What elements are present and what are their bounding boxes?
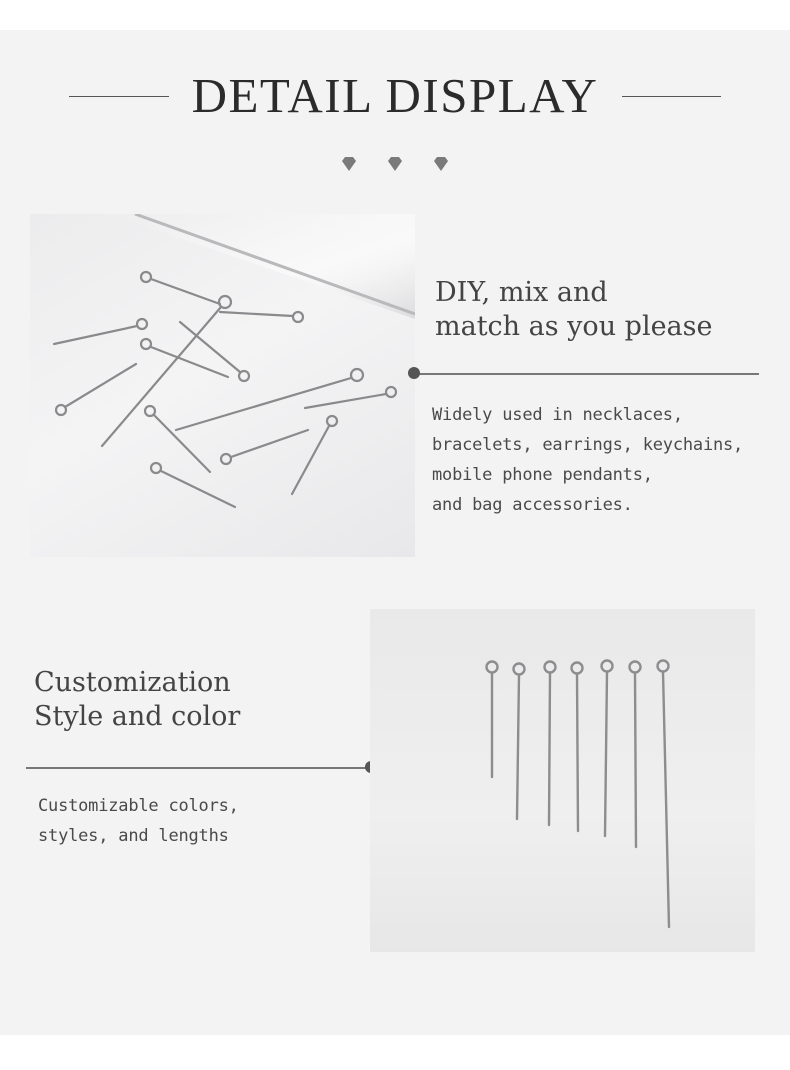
eye-pins-lengths-image — [370, 609, 755, 952]
section2-divider — [26, 767, 372, 769]
section1-divider — [415, 373, 759, 375]
section2-heading-line2: Style and color — [34, 701, 241, 732]
section2-description — [38, 791, 239, 851]
diamond-icon — [387, 156, 403, 172]
description-line: Widely used in necklaces, — [432, 405, 683, 425]
description-line: mobile phone pendants, — [432, 465, 653, 485]
diamond-decoration — [0, 156, 790, 176]
section-title-row — [0, 64, 790, 128]
page-title: DETAIL DISPLAY — [191, 68, 599, 123]
section1-divider-dot — [408, 367, 420, 379]
product-photo-pin-lengths — [370, 609, 755, 952]
title-rule-right — [622, 96, 721, 97]
description-line: bracelets, earrings, keychains, — [432, 435, 744, 455]
section1-description — [432, 400, 743, 520]
section1-heading-line1: DIY, mix and — [435, 277, 608, 308]
scattered-eye-pins-image — [30, 214, 415, 557]
diamond-icon — [341, 156, 357, 172]
diamond-icon — [433, 156, 449, 172]
section1-heading-line2: match as you please — [435, 311, 713, 342]
description-line: Customizable colors, — [38, 796, 239, 816]
description-line: styles, and lengths — [38, 826, 229, 846]
product-photo-scattered-pins — [30, 214, 415, 557]
section2-heading-line1: Customization — [34, 667, 231, 698]
description-line: and bag accessories. — [432, 495, 633, 515]
